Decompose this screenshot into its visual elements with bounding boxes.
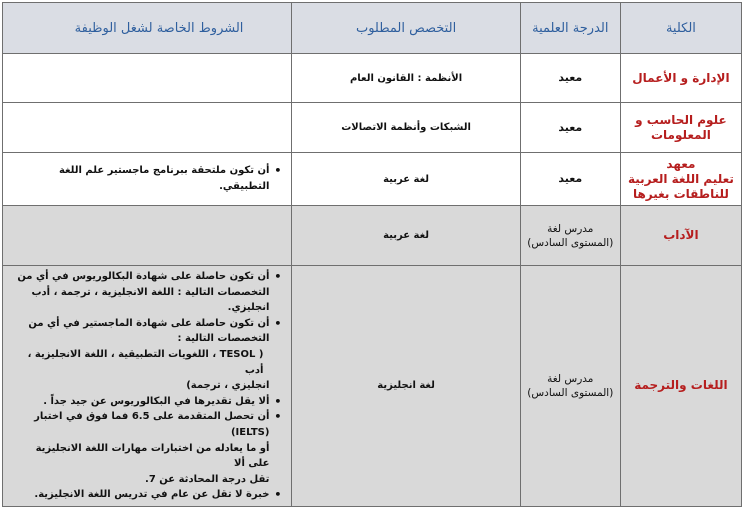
cell-conditions: [3, 153, 292, 206]
table-row: [3, 153, 742, 206]
cell-college: [620, 206, 741, 266]
condition-item: [13, 269, 269, 316]
college-name-line: للناطقات بغيرها: [632, 186, 729, 201]
conditions-list: [13, 163, 283, 194]
condition-line: • أن تكون حاصلة على شهادة الماجستير في أي من: [28, 317, 270, 329]
cell-college: [620, 54, 741, 103]
table-row: [3, 266, 742, 507]
header-college: الكلية: [620, 3, 741, 54]
header-row: [3, 3, 742, 54]
condition-line: ( TESOL ، اللغويات التطبيقية ، اللغة الانجليزية ، أدب: [27, 348, 264, 376]
cell-specialization: لغة عربية: [292, 153, 520, 206]
cell-conditions: [3, 206, 292, 266]
college-name-line: الإدارة و الأعمال: [632, 70, 730, 85]
degree-line: مدرس لغة: [547, 372, 594, 385]
cell-degree: [520, 54, 620, 103]
cell-degree: [520, 153, 620, 206]
condition-line: التخصصات التالية :: [177, 333, 270, 345]
condition-line: • ألا يقل تقديرها في البكالوريوس عن جيد جداً .: [43, 395, 270, 407]
degree-line: معيد: [558, 172, 583, 185]
degree-line: معيد: [558, 120, 583, 134]
cell-conditions: [3, 266, 292, 507]
cell-college: [620, 153, 741, 206]
degree-line: معيد: [558, 71, 583, 84]
condition-line: • أن تحصل المتقدمة على 6.5 فما فوق في اختبار (IELTS): [34, 411, 270, 438]
table-row: [3, 206, 742, 266]
condition-line: • أن تكون حاصلة على شهادة البكالوريوس في أي من: [17, 271, 270, 282]
condition-line: أو ما يعادله من اختبارات مهارات اللغة الانجليزية على ألا: [35, 442, 270, 470]
job-requirements-table: [2, 2, 742, 507]
college-name-line: المعلومات: [650, 127, 711, 142]
cell-specialization: لغة انجليزية: [292, 266, 520, 507]
header-degree: الدرجة العلمية: [520, 3, 620, 54]
condition-item: [13, 394, 269, 410]
college-name-line: تعليم اللغة العربية: [627, 171, 734, 186]
condition-line: انجليزي ، ترجمة): [186, 380, 270, 392]
college-name-line: اللغات والترجمة: [634, 378, 728, 393]
condition-line: تقل درجة المحادثة عن 7.: [145, 473, 270, 485]
condition-line: انجليزي.: [227, 302, 270, 314]
cell-conditions: [3, 103, 292, 153]
cell-specialization: الشبكات وأنظمة الاتصالات: [292, 103, 520, 153]
cell-conditions: [3, 54, 292, 103]
header-specialization: التخصص المطلوب: [292, 3, 520, 54]
cell-college: [620, 266, 741, 507]
college-name-line: علوم الحاسب و: [635, 112, 727, 127]
degree-line: (المستوى السادس): [527, 236, 614, 249]
cell-specialization: لغة عربية: [292, 206, 520, 266]
condition-item: [13, 163, 269, 194]
cell-college: [620, 103, 741, 153]
header-conditions: الشروط الخاصة لشغل الوظيفة: [3, 3, 292, 54]
degree-line: (المستوى السادس): [527, 386, 614, 399]
college-name-line: الآداب: [663, 228, 699, 242]
condition-item: [13, 409, 269, 487]
table-row: [3, 103, 742, 153]
condition-item: [13, 316, 269, 394]
cell-specialization: الأنظمة : القانون العام: [292, 54, 520, 103]
condition-item: [13, 487, 269, 503]
conditions-list: [13, 269, 283, 503]
cell-degree: [520, 103, 620, 153]
cell-degree: [520, 266, 620, 507]
condition-line: • أن تكون ملتحقة ببرنامج ماجستير علم اللغة التطبيقي.: [58, 165, 270, 192]
degree-line: مدرس لغة: [547, 222, 594, 235]
condition-line: التخصصات التالية : اللغة الانجليزية ، ترجمة ، أدب: [31, 286, 270, 298]
cell-degree: [520, 206, 620, 266]
condition-line: • خبرة لا تقل عن عام في تدريس اللغة الانجليزية.: [34, 489, 270, 501]
table-row: [3, 54, 742, 103]
college-name-line: معهد: [666, 156, 696, 171]
